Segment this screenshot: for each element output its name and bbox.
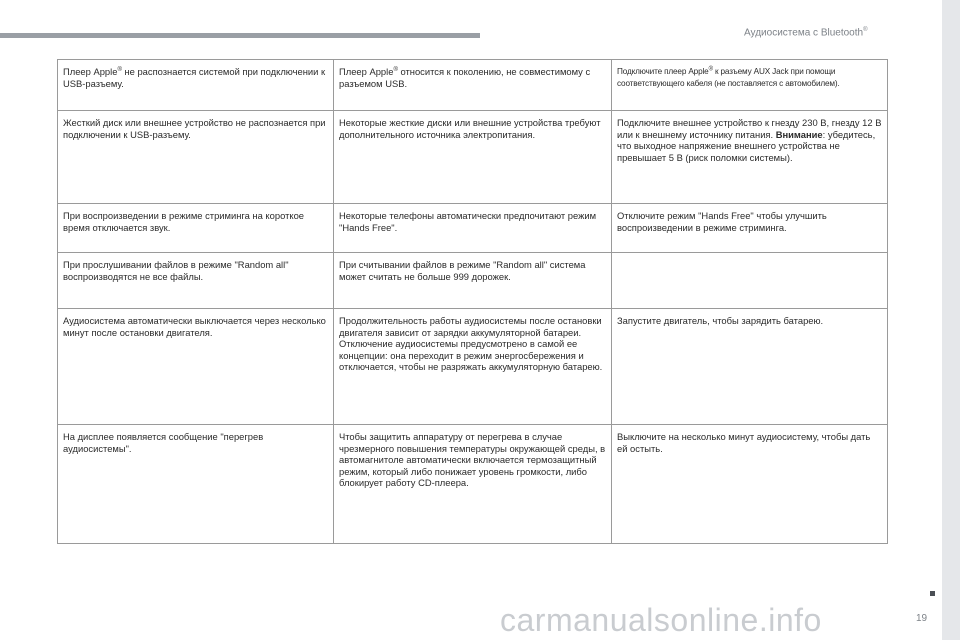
warning-label: Внимание	[775, 128, 823, 140]
solution-cell: Выключите на несколько минут аудиосистему, чтобы дать ей остыть.	[612, 425, 888, 544]
cause-cell: Жесткий диск или внешнее устройство не распознается при подключении к USB-разъему.	[58, 111, 334, 204]
cause-cell: При воспроизведении в режиме стриминга на короткое время отключается звук.	[58, 204, 334, 253]
table-row	[58, 309, 888, 425]
section-title-text: Аудиосистема с Bluetooth	[744, 27, 864, 39]
reason-cell: Некоторые телефоны автоматически предпочитают режим "Hands Free".	[334, 204, 612, 253]
registered-mark: ®	[708, 66, 713, 73]
header-rule	[0, 33, 480, 38]
reason-cell	[334, 309, 612, 425]
troubleshooting-table	[57, 59, 888, 544]
solution-cell: Запустите двигатель, чтобы зарядить батарею.	[612, 309, 888, 425]
watermark: carmanualsonline.info	[500, 602, 822, 638]
page-number: 19	[916, 613, 928, 624]
solution-cell	[612, 253, 888, 309]
table-row	[58, 204, 888, 253]
solution-cell	[612, 60, 888, 111]
reason-cell: Некоторые жесткие диски или внешние устройства требуют дополнительного источника электропитания.	[334, 111, 612, 204]
solution-cell: Отключите режим "Hands Free" чтобы улучшить воспроизведении в режиме стриминга.	[612, 204, 888, 253]
side-strip	[942, 0, 960, 640]
solution-text: Подключите плеер Apple® к разъему AUX Jack при помощи соответствующего кабеля (не поставляется с автомобилем).	[617, 66, 840, 88]
reason-cell: Чтобы защитить аппаратуру от перегрева в случае чрезмерного повышения температуры окружающей среды, в автомагнитоле автоматически включается термозащитный режим, который либо понижает уровень громкости, либо блокирует работу CD-плеера.	[334, 425, 612, 544]
table-row	[58, 111, 888, 204]
cause-cell: Аудиосистема автоматически выключается через несколько минут после остановки двигателя.	[58, 309, 334, 425]
table-row	[58, 60, 888, 111]
table-row	[58, 253, 888, 309]
reason-paragraph: Отключение аудиосистемы предусмотрено в самой ее концепции: она переходит в режим энергосбережения и отключается, чтобы не разряжать аккумуляторную батарею.	[339, 338, 603, 373]
registered-mark: ®	[393, 66, 398, 73]
table-row	[58, 425, 888, 544]
reason-paragraph: Продолжительность работы аудиосистемы после остановки двигателя зависит от зарядки аккумуляторной батареи.	[339, 315, 602, 338]
page-marker-square	[930, 591, 935, 596]
solution-cell: Подключите внешнее устройство к гнезду 230 В, гнезду 12 В или к внешнему источнику питания. Внимание: убедитесь, что выходное напряжение внешнего устройства не превышает 5 В (риск поломки системы).	[612, 111, 888, 204]
cause-cell: На дисплее появляется сообщение "перегрев аудиосистемы".	[58, 425, 334, 544]
reason-cell: Плеер Apple® относится к поколению, не совместимому с разъемом USB.	[334, 60, 612, 111]
cause-cell: Плеер Apple® не распознается системой при подключении к USB-разъему.	[58, 60, 334, 111]
cause-cell: При прослушивании файлов в режиме "Random all" воспроизводятся не все файлы.	[58, 253, 334, 309]
registered-mark: ®	[117, 66, 122, 73]
reason-cell: При считывании файлов в режиме "Random all" система может считать не больше 999 дорожек.	[334, 253, 612, 309]
registered-mark: ®	[863, 27, 868, 33]
section-title	[744, 27, 868, 38]
